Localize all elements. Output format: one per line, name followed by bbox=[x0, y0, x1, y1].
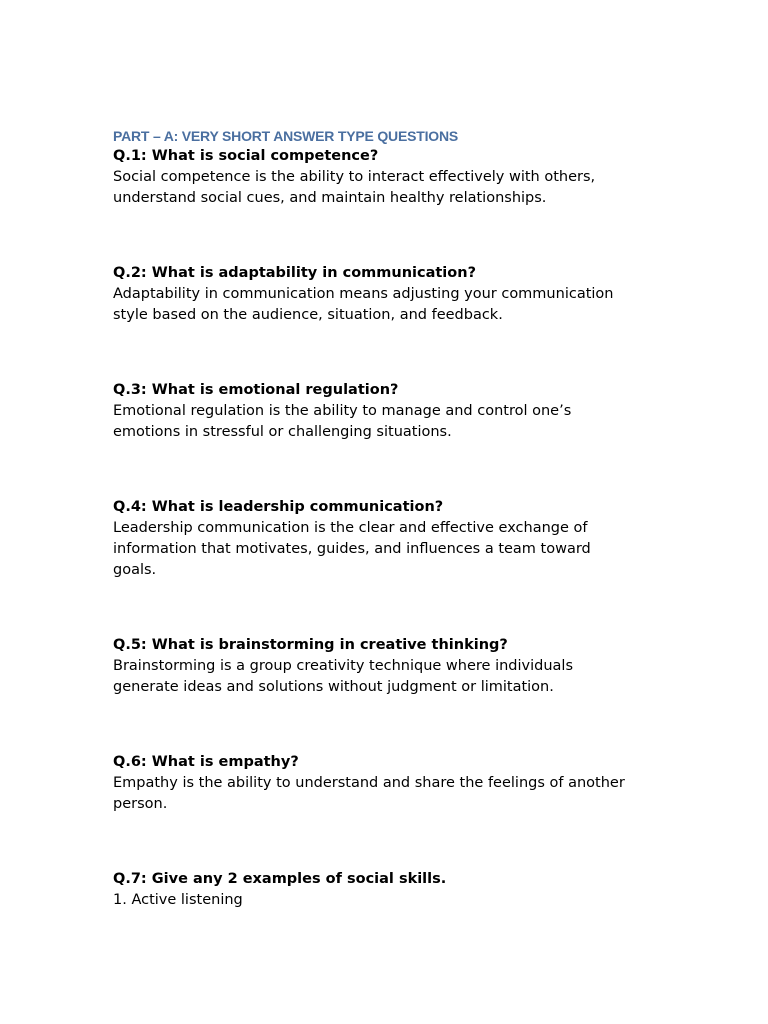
qa-item-2 bbox=[113, 263, 673, 326]
answer-7-line-1: 1. Active listening bbox=[113, 892, 243, 908]
answer-6-line-2: person. bbox=[113, 796, 168, 812]
question-4: Q.4: What is leadership communication? bbox=[113, 499, 444, 515]
question-7: Q.7: Give any 2 examples of social skills. bbox=[113, 871, 447, 887]
answer-5-line-1: Brainstorming is a group creativity technique where individuals bbox=[113, 658, 573, 674]
qa-item-3 bbox=[113, 380, 673, 443]
answer-3-line-1: Emotional regulation is the ability to manage and control one’s bbox=[113, 403, 572, 419]
qa-item-1 bbox=[113, 146, 673, 209]
qa-item-7 bbox=[113, 869, 673, 911]
question-1: Q.1: What is social competence? bbox=[113, 148, 379, 164]
question-2: Q.2: What is adaptability in communication? bbox=[113, 265, 476, 281]
qa-item-5 bbox=[113, 635, 673, 698]
answer-6-line-1: Empathy is the ability to understand and share the feelings of another bbox=[113, 775, 625, 791]
question-3: Q.3: What is emotional regulation? bbox=[113, 382, 399, 398]
answer-4-line-2: information that motivates, guides, and influences a team toward bbox=[113, 541, 591, 557]
answer-1-line-1: Social competence is the ability to interact effectively with others, bbox=[113, 169, 596, 185]
answer-5-line-2: generate ideas and solutions without judgment or limitation. bbox=[113, 679, 554, 695]
spacer bbox=[113, 815, 673, 869]
question-6: Q.6: What is empathy? bbox=[113, 754, 299, 770]
question-5: Q.5: What is brainstorming in creative thinking? bbox=[113, 637, 508, 653]
spacer bbox=[113, 326, 673, 380]
spacer bbox=[113, 698, 673, 752]
answer-2-line-1: Adaptability in communication means adjusting your communication bbox=[113, 286, 614, 302]
answer-4-line-1: Leadership communication is the clear and effective exchange of bbox=[113, 520, 588, 536]
answer-4-line-3: goals. bbox=[113, 562, 157, 578]
answer-3-line-2: emotions in stressful or challenging situations. bbox=[113, 424, 452, 440]
spacer bbox=[113, 209, 673, 263]
answer-1-line-2: understand social cues, and maintain healthy relationships. bbox=[113, 190, 547, 206]
qa-item-4 bbox=[113, 497, 673, 581]
answer-2-line-2: style based on the audience, situation, and feedback. bbox=[113, 307, 503, 323]
spacer bbox=[113, 443, 673, 497]
spacer bbox=[113, 581, 673, 635]
document-content bbox=[113, 126, 673, 911]
section-heading: PART – A: VERY SHORT ANSWER TYPE QUESTIONS bbox=[113, 128, 459, 144]
qa-item-6 bbox=[113, 752, 673, 815]
